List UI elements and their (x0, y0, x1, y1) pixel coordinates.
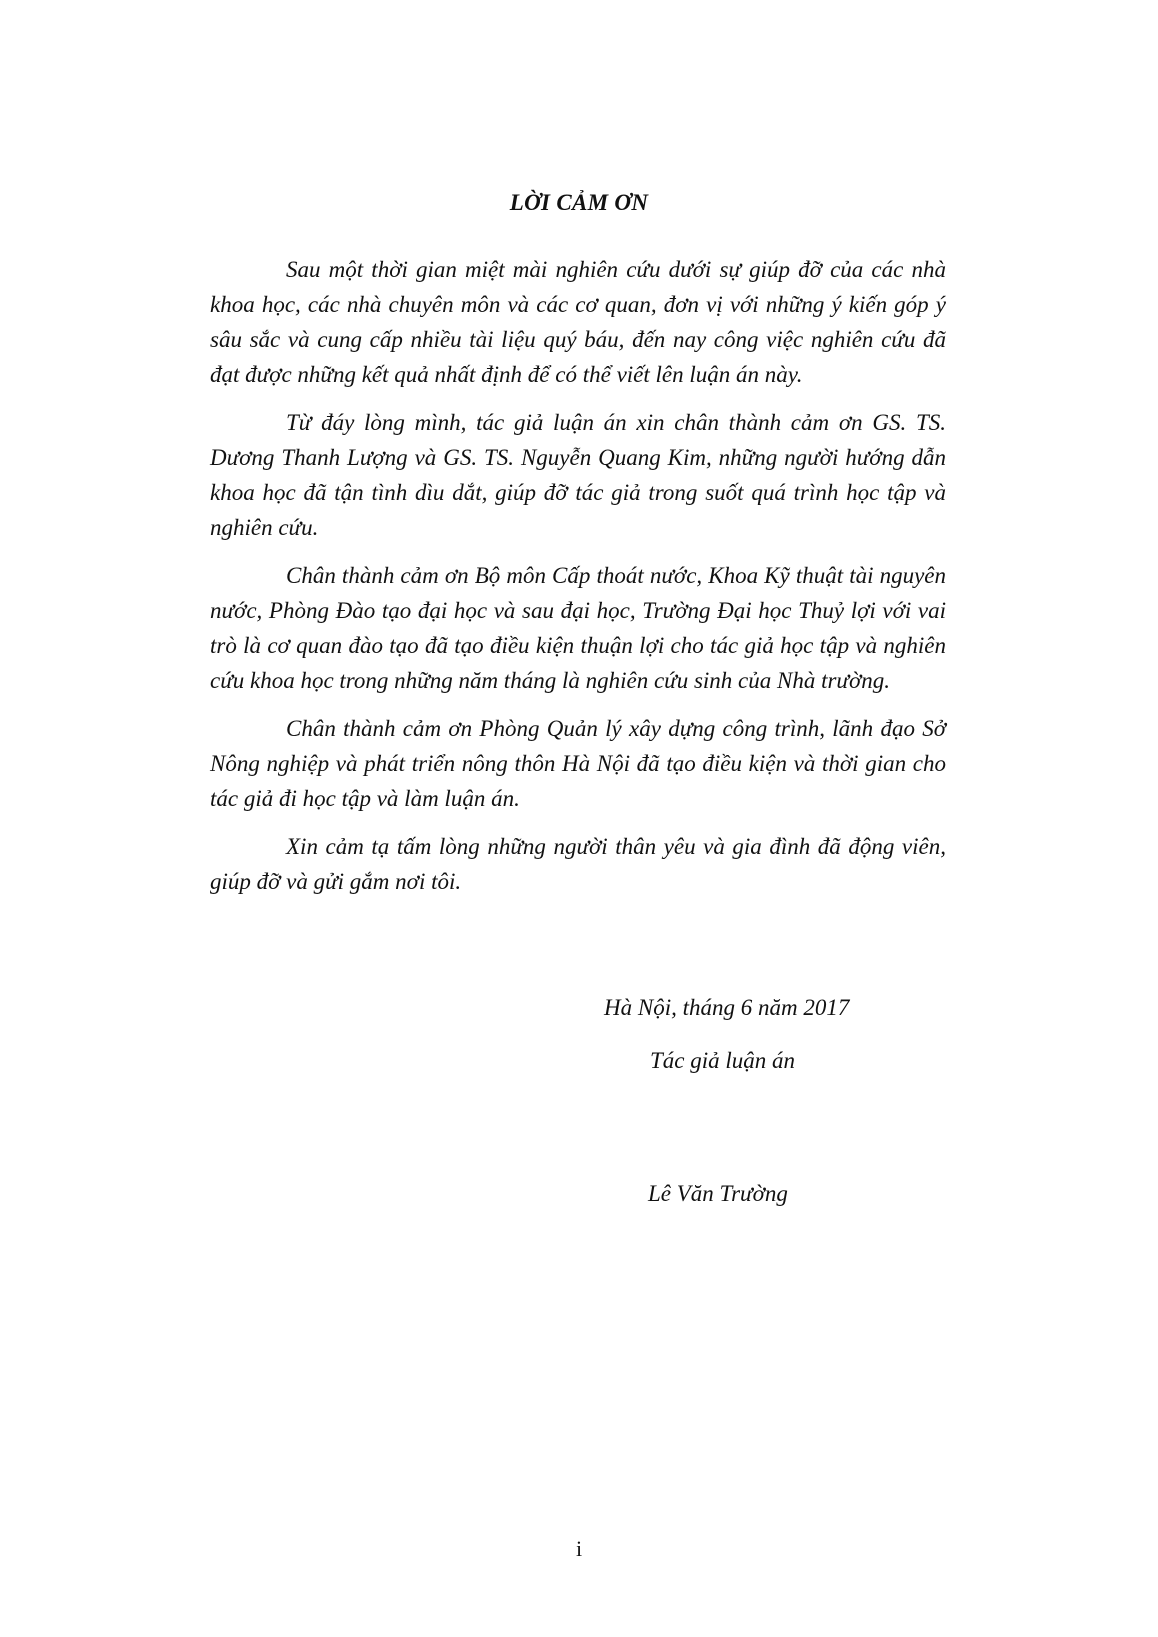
paragraph-1: Sau một thời gian miệt mài nghiên cứu dưới sự giúp đỡ của các nhà khoa học, các nhà chuyên môn và các cơ quan, đơn vị với những ý kiến góp ý sâu sắc và cung cấp nhiều tài liệu quý báu, đến nay công việc nghiên cứu đã đạt được những kết quả nhất định để có thể viết lên luận án này. (210, 257, 946, 387)
paragraph-5: Xin cảm tạ tấm lòng những người thân yêu và gia đình đã động viên, giúp đỡ và gửi gắm nơi tôi. (210, 834, 946, 894)
acknowledgement-body (210, 252, 946, 912)
paragraph-3: Chân thành cảm ơn Bộ môn Cấp thoát nước, Khoa Kỹ thuật tài nguyên nước, Phòng Đào tạo đại học và sau đại học, Trường Đại học Thuỷ lợi với vai trò là cơ quan đào tạo đã tạo điều kiện thuận lợi cho tác giả học tập và nghiên cứu khoa học trong những năm tháng là nghiên cứu sinh của Nhà trường. (210, 563, 946, 693)
paragraph-4: Chân thành cảm ơn Phòng Quản lý xây dựng công trình, lãnh đạo Sở Nông nghiệp và phát triển nông thôn Hà Nội đã tạo điều kiện và thời gian cho tác giả đi học tập và làm luận án. (210, 716, 946, 811)
page-title: LỜI CẢM ƠN (509, 190, 649, 215)
place-date: Hà Nội, tháng 6 năm 2017 (604, 995, 850, 1020)
author-label: Tác giả luận án (650, 1048, 796, 1073)
page-number: i (575, 1536, 583, 1561)
author-name: Lê Văn Trường (648, 1181, 788, 1206)
paragraph-2: Từ đáy lòng mình, tác giả luận án xin chân thành cảm ơn GS. TS. Dương Thanh Lượng và GS. TS. Nguyễn Quang Kim, những người hướng dẫn khoa học đã tận tình dìu dắt, giúp đỡ tác giả trong suốt quá trình học tập và nghiên cứu. (210, 410, 946, 540)
